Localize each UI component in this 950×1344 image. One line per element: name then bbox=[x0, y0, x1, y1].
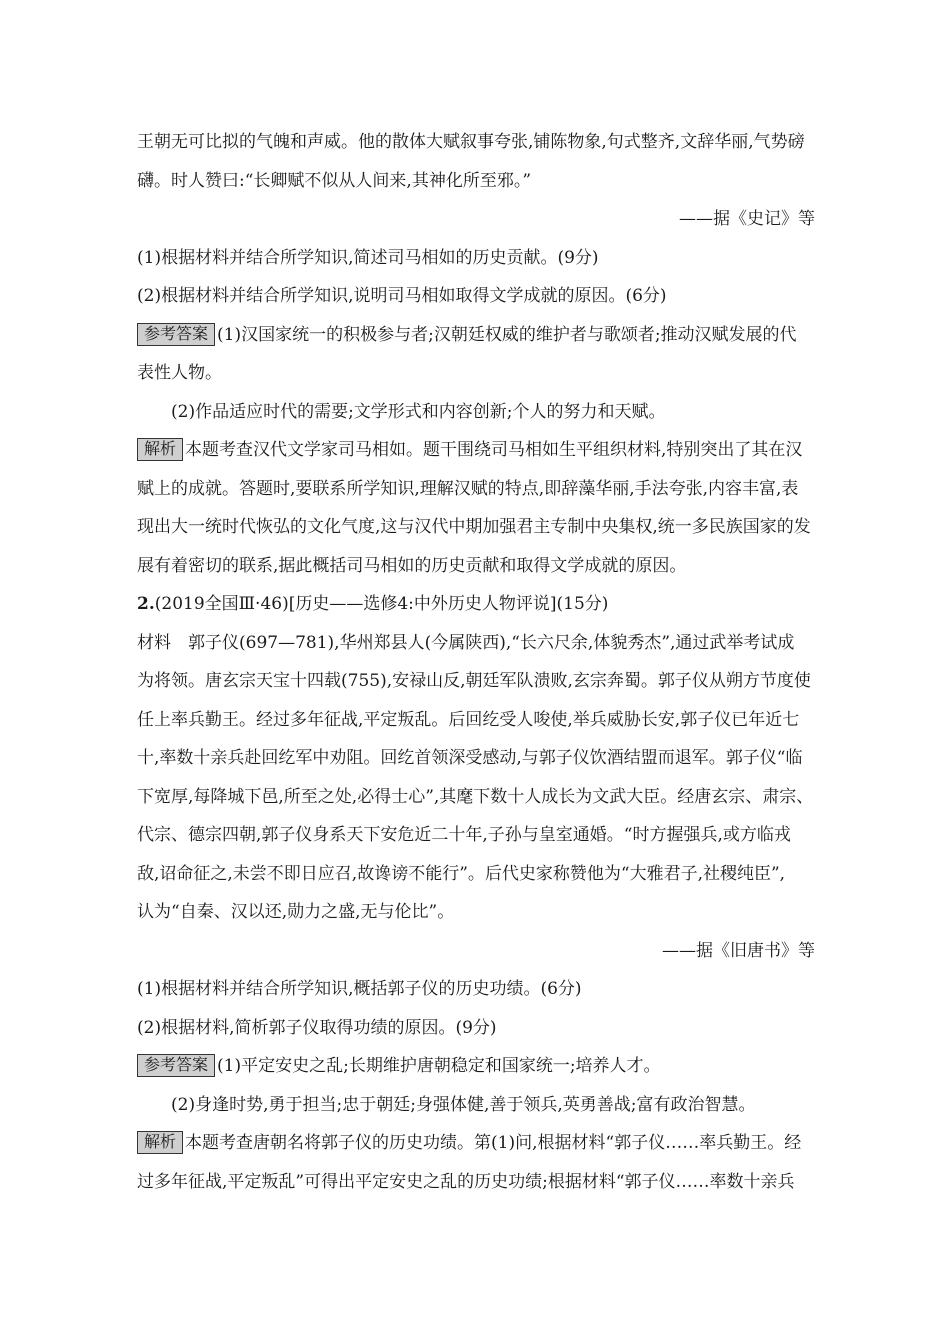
q2-number: 2. bbox=[137, 594, 155, 614]
q1-analysis-line bbox=[137, 431, 815, 470]
q1-material-line: 礴。时人赞曰:“长卿赋不似从人间来,其神化所至邪。” bbox=[137, 170, 532, 191]
q2-analysis-line bbox=[137, 1124, 815, 1163]
q2-sub-question-2: (2)根据材料,简析郭子仪取得功绩的原因。(9分) bbox=[137, 1017, 497, 1038]
q2-answer-2: (2)身逢时势,勇于担当;忠于朝廷;身强体健,善于领兵,英勇善战;富有政治智慧。 bbox=[171, 1094, 756, 1115]
q2-source: ——据《旧唐书》等 bbox=[662, 940, 815, 961]
document-body bbox=[137, 123, 815, 1201]
q1-answer-line bbox=[137, 316, 815, 355]
q1-source: ——据《史记》等 bbox=[679, 209, 815, 229]
q2-material-line: 为将领。唐玄宗天宝十四载(755),安禄山反,朝廷军队溃败,玄宗奔蜀。郭子仪从朔方节度使 bbox=[137, 671, 811, 691]
q1-analysis-cont: 现出大一统时代恢弘的文化气度,这与汉代中期加强君主专制中央集权,统一多民族国家的发 bbox=[137, 517, 811, 537]
q1-analysis-cont: 展有着密切的联系,据此概括司马相如的历史贡献和取得文学成就的原因。 bbox=[137, 555, 687, 576]
q2-material-line: 任上率兵勤王。经过多年征战,平定叛乱。后回纥受人唆使,举兵威胁长安,郭子仪已年近七 bbox=[137, 709, 800, 730]
analysis-label: 解析 bbox=[137, 438, 183, 461]
q1-material-line: 王朝无可比拟的气魄和声威。他的散体大赋叙事夸张,铺陈物象,句式整齐,文辞华丽,气势磅 bbox=[137, 132, 805, 152]
q2-material-line: 十,率数十亲兵赴回纥军中劝阻。回纥首领深受感动,与郭子仪饮酒结盟而退军。郭子仪“临 bbox=[137, 748, 803, 768]
q1-answer-1-text: (1)汉国家统一的积极参与者;汉朝廷权威的维护者与歌颂者;推动汉赋发展的代 bbox=[217, 324, 797, 345]
q2-analysis-text: 本题考查唐朝名将郭子仪的历史功绩。第(1)问,根据材料“郭子仪……率兵勤王。经 bbox=[185, 1133, 802, 1153]
answer-label: 参考答案 bbox=[137, 323, 215, 346]
q1-sub-question-2: (2)根据材料并结合所学知识,说明司马相如取得文学成就的原因。(6分) bbox=[137, 286, 667, 306]
q2-material-line: 代宗、德宗四朝,郭子仪身系天下安危近二十年,子孙与皇室通婚。“时方握强兵,或方临戎 bbox=[137, 825, 791, 845]
q1-analysis-text: 本题考查汉代文学家司马相如。题干围绕司马相如生平组织材料,特别突出了其在汉 bbox=[185, 440, 803, 460]
analysis-label: 解析 bbox=[137, 1131, 183, 1154]
q2-header bbox=[137, 585, 815, 624]
q2-header-text: (2019全国Ⅲ·46)[历史——选修4:中外历史人物评说](15分) bbox=[154, 594, 609, 614]
q2-analysis-cont: 过多年征战,平定叛乱”可得出平定安史之乱的历史功绩;根据材料“郭子仪……率数十亲兵 bbox=[137, 1171, 795, 1192]
answer-label: 参考答案 bbox=[137, 1054, 215, 1077]
q2-sub-question-1: (1)根据材料并结合所学知识,概括郭子仪的历史功绩。(6分) bbox=[137, 979, 582, 999]
q2-material-line: 认为“自秦、汉以还,勋力之盛,无与伦比”。 bbox=[137, 902, 455, 922]
q2-material-line: 材料 郭子仪(697—781),华州郑县人(今属陕西),“长六尺余,体貌秀杰”,通过武举考试成 bbox=[137, 632, 795, 653]
q2-material-line: 敌,诏命征之,未尝不即日应召,故谗谤不能行”。后代史家称赞他为“大雅君子,社稷纯臣”, bbox=[137, 863, 786, 884]
q1-sub-question-1: (1)根据材料并结合所学知识,简述司马相如的历史贡献。(9分) bbox=[137, 247, 599, 268]
q2-answer-line bbox=[137, 1047, 815, 1086]
q2-answer-1-text: (1)平定安史之乱;长期维护唐朝稳定和国家统一;培养人才。 bbox=[217, 1056, 661, 1076]
q1-answer-1-cont: 表性人物。 bbox=[137, 363, 222, 383]
q2-material-line: 下宽厚,每降城下邑,所至之处,必得士心”,其麾下数十人成长为文武大臣。经唐玄宗、肃宗、 bbox=[137, 786, 814, 807]
q1-analysis-cont: 赋上的成就。答题时,要联系所学知识,理解汉赋的特点,即辞藻华丽,手法夸张,内容丰富,表 bbox=[137, 478, 799, 499]
q1-answer-2: (2)作品适应时代的需要;文学形式和内容创新;个人的努力和天赋。 bbox=[171, 401, 666, 422]
